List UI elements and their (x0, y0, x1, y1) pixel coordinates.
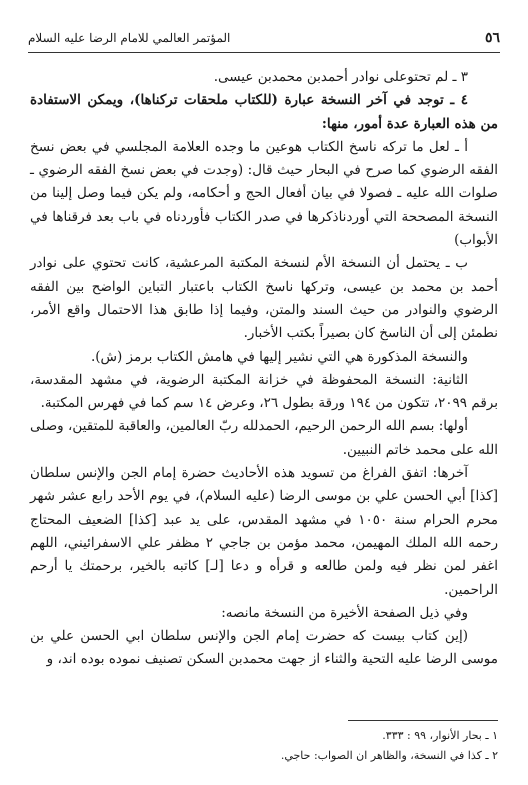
paragraph-point-a: أ ـ لعل ما تركه ناسخ الكتاب هوعين ما وجده العلامة المجلسي في بعض نسخ الفقه الرضوي كما صرح في البحار حيث قال: (وجدت في بعض نسخ الفقه الرضوي ـ صلوات الله عليه ـ فصولا في بيان أفعال الحج و أحكامه، ولم يكن فيما وصل إلينا من النسخة المصححة التي أوردناذكرها في صدر الكتاب فأوردناه في باب بعد فرقناها في الأبواب) (30, 138, 498, 249)
paragraph-second-copy: الثانية: النسخة المحفوظة في خزانة المكتبة الرضوية، في مشهد المقدسة، برقم ٢٠٩٩، تتكون من ١٩٤ ورقة بطول ٢٦، وعرض ١٤ سم كما في فهرس المكتبة. (30, 371, 498, 412)
paragraph-point-b: ب ـ يحتمل أن النسخة الأم لنسخة المكتبة المرعشية، كانت تحتوي على نوادر أحمد بن محمد بن عيسى، وتركها ناسخ الكتاب باعتبار التباين الواضح بين الفقه الرضوي والنوادر من حيث السند والمتن، وفيما إذا طابق هذا الاحتمال واقع الأمر، نطمئن إلى أن الناسخ كان بصيراً بكتب الأخبار. (30, 255, 498, 342)
running-header (28, 28, 500, 48)
page-number: ٥٦ (484, 30, 500, 46)
paragraph-symbol-note: والنسخة المذكورة هي التي نشير إليها في هامش الكتاب برمز (ش). (90, 348, 468, 365)
running-title: المؤتمر العالمي للامام الرضا عليه السلام (28, 31, 231, 45)
body-text (30, 66, 498, 672)
paragraph-beginning: أولها: بسم الله الرحمن الرحيم، الحمدلله ربّ العالمين، والعاقبة للمتقين، وصلى الله على محمد خاتم النبيين. (30, 418, 498, 458)
paragraph-point-4: ٤ ـ توجد في آخر النسخة عبارة (للكتاب ملحقات تركناها)، ويمكن الاستفادة من هذه العبارة عدة أمور، منها: (30, 92, 498, 132)
footnote-2: ٢ ـ كذا في النسخة، والظاهر ان الصواب: حاجي. (280, 749, 498, 762)
paragraph-persian-quote: (إين كتاب بيست كه حضرت إمام الجن والإنس سلطان ابي الحسن علي بن موسى الرضا عليه التحية والثناء از جهت محمدبن السكن تصنيف نموده بوده اند، و (30, 628, 498, 668)
paragraph-ending: آخرها: اتفق الفراغ من تسويد هذه الأحاديث حضرة إمام الجن والإنس سلطان [كذا] أبي الحسن علي بن موسى الرضا (عليه السلام)، في يوم الأحد رابع عشر شهر محرم الحرام سنة ١٠٥٠ في مشهد المقدس، على يد عبد [كذا] الضعيف المحتاج رحمه الله الملك المهيمن، محمد مؤمن بن جاجي ٢ مظفر علي الاسفرائيني، اللهم اغفر لمن نظر فيه ولمن طالعه و قرأه و دعا [لـ] كاتبه بالخير، برحمتك يا أرحم الراحمين. (30, 465, 498, 598)
footnote-1: ١ ـ بحار الأنوار، ٩٩ : ٣٣٣. (382, 729, 498, 742)
paragraph-last-page-note: وفي ذيل الصفحة الأخيرة من النسخة مانصه: (221, 604, 468, 621)
header-rule (28, 52, 500, 53)
paragraph-point-3: ٣ ـ لم تحتوعلى نوادر أحمدبن محمدبن عيسى. (213, 69, 468, 85)
footnote-rule (348, 720, 498, 721)
footnotes (30, 726, 498, 766)
